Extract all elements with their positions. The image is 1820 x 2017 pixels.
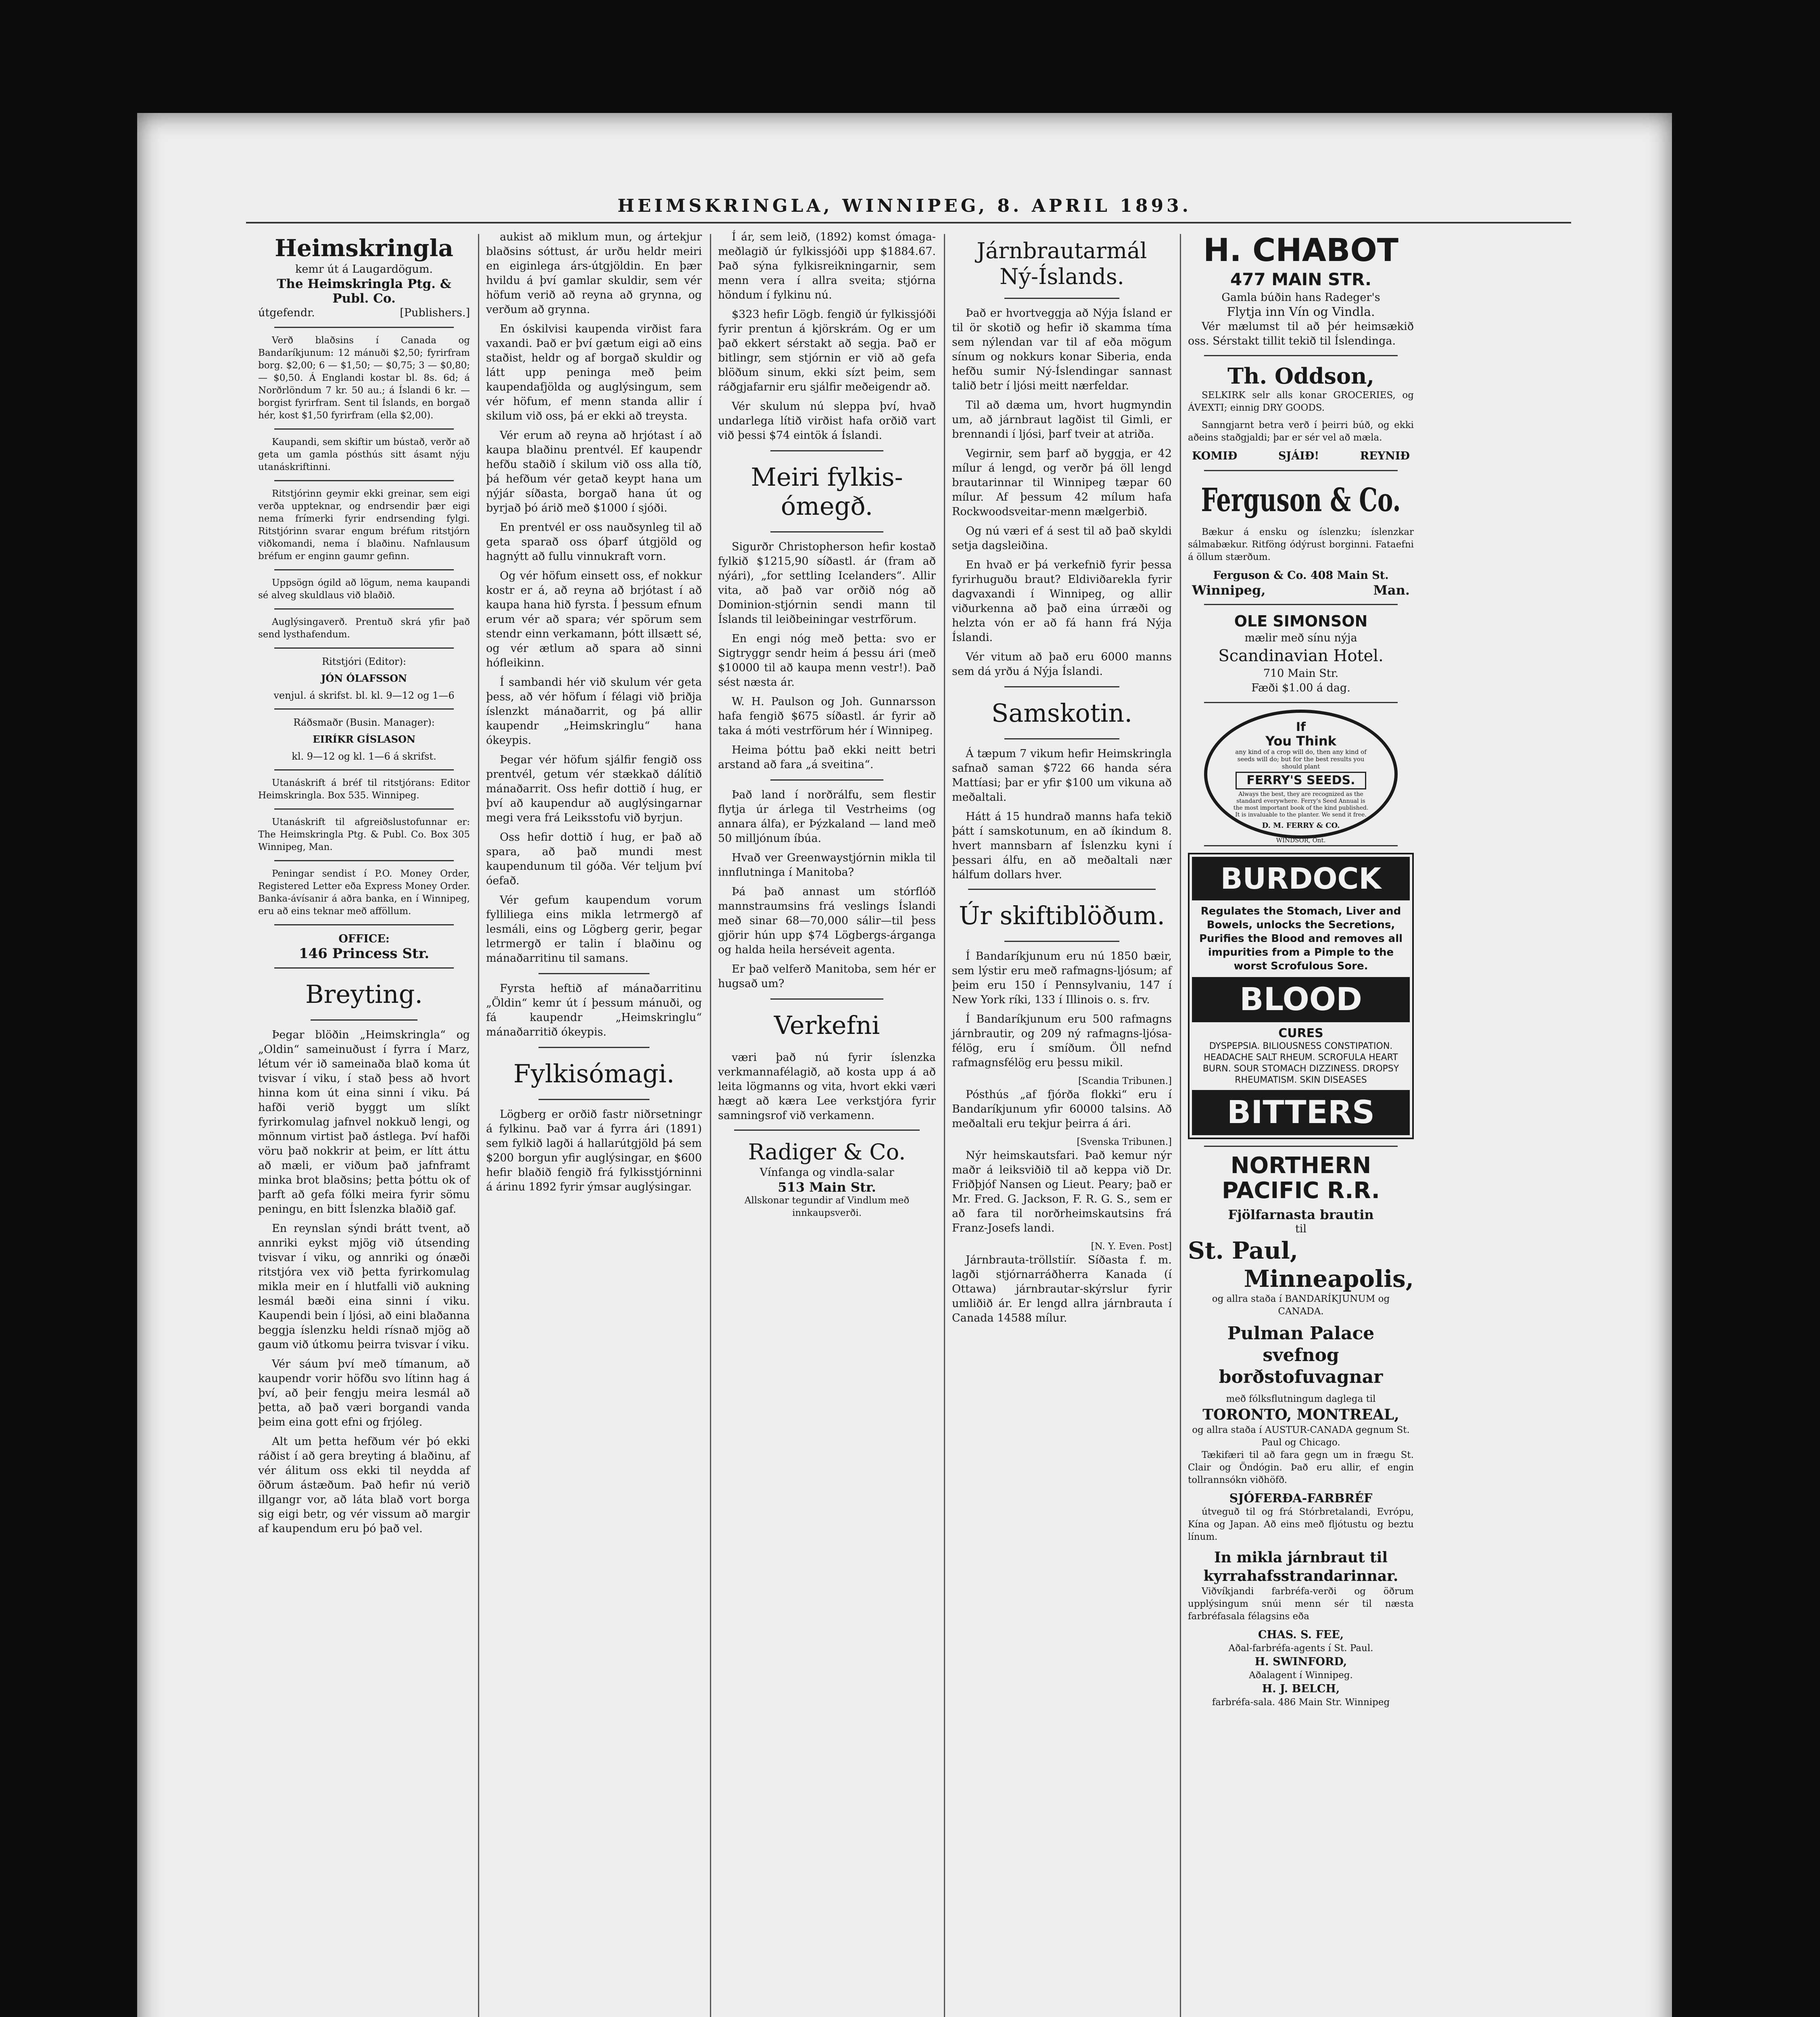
article-paragraph: W. H. Paulson og Joh. Gunnarsson hafa fengið $675 síðastl. ár fyrir að taka á móti vestrförum hér í Winnipeg. xyxy=(718,695,936,737)
np-city: Minneapolis, xyxy=(1244,1265,1414,1292)
np-text: Viðvíkjandi farbréfa-verði og öðrum upplýsingum snúi menn sér til næsta farbréfasala félagsins eða xyxy=(1188,1586,1414,1622)
masthead: HEIMSKRINGLA, WINNIPEG, 8. APRIL 1893. xyxy=(617,196,1192,216)
radiger-ad-name: Radiger & Co. xyxy=(748,1139,906,1165)
np-text: og allra staða í AUSTUR-CANADA gegnum St. Paul og Chicago. xyxy=(1192,1425,1410,1448)
article-paragraph: Og nú væri ef á sest til að það skyldi setja dagsleiðina. xyxy=(952,525,1172,552)
column-rule xyxy=(478,234,479,2017)
article-paragraph: Sigurðr Christopherson hefir kostað fylkið $1215,90 síðastl. ár (fram að nýári), „for settling Icelanders“. Allir vita, að það var orðið nóg að Dominion-stjórnin sendi mann til Íslands til leiðbeiningar vestrförum. xyxy=(718,541,936,626)
np-agent-name: H. J. BELCH, xyxy=(1262,1683,1340,1695)
divider xyxy=(1004,941,1119,942)
publisher-role-left: útgefendr. xyxy=(258,307,315,319)
article-paragraph: Í sambandi hér við skulum vér geta þess, að vér höfum í félagi við þriðja íslenzkt mánaðarrit, og þá allir kaupendr „Heimskringlu“ hana ókeypis. xyxy=(486,676,702,747)
chabot-name: H. CHABOT xyxy=(1203,232,1398,269)
np-agent-name: H. SWINFORD, xyxy=(1254,1656,1347,1668)
article-paragraph: aukist að miklum mun, og ártekjur blaðsins sóttust, ár urðu heldr meiri en eiginlega árs-útgjöldin. En þær hvildu á því gamlar skuldir, sem vér höfum verið að reyna að grynna, og verðum að grynna. xyxy=(486,231,702,316)
np-title: NORTHERN xyxy=(1230,1153,1371,1179)
oddson-tags xyxy=(1188,449,1414,464)
article-paragraph: En engi nóg með þetta: svo er Sigtryggr sendr heim á þessu ári (með $10000 til að kaupa menn vestr!). Það sést næsta ár. xyxy=(718,633,936,689)
ferguson-city: Winnipeg, xyxy=(1192,583,1266,598)
article-title-breyting: Breyting. xyxy=(305,979,423,1009)
divider xyxy=(1204,355,1398,356)
ole-line: mælir með sínu nýja xyxy=(1244,632,1357,644)
ferguson-state: Man. xyxy=(1373,583,1410,598)
ole-price: Fæði $1.00 á dag. xyxy=(1251,682,1350,694)
ferry-company: D. M. FERRY & CO. xyxy=(1262,821,1340,830)
np-agent-title: Aðal-farbréfa-agents í St. Paul. xyxy=(1228,1643,1373,1654)
blood-list: DYSPEPSIA. BILIOUSNESS CONSTIPATION. HEADACHE SALT RHEUM. SCROFULA HEART BURN. SOUR STOMACH DIZZINESS. DROPSY RHEUMATISM. SKIN DISEASES xyxy=(1202,1041,1399,1085)
divider xyxy=(274,924,454,925)
column-1 xyxy=(258,230,470,2017)
np-text: með fólksflutningum daglega til xyxy=(1226,1394,1376,1404)
source-note: [N. Y. Even. Post] xyxy=(1091,1241,1172,1252)
divider xyxy=(274,708,454,710)
divider xyxy=(770,998,883,1000)
ferry-body: Always the best, they are recognized as the standard everywhere. Ferry's Seed Annual is the most important book of the kind published. It is invaluable to the planter. We send it free. xyxy=(1233,791,1369,818)
oddson-tag: KOMIÐ xyxy=(1192,450,1238,462)
article-title-samskotin: Samskotin. xyxy=(991,698,1133,728)
editor-name: JÓN ÓLAFSSON xyxy=(321,672,407,684)
address-editor: Utanáskrift á bréf til ritstjórans: Editor Heimskringla. Box 535. Winnipeg. xyxy=(258,778,470,801)
paper-title: Heimskringla xyxy=(275,234,453,262)
divider xyxy=(1004,738,1119,739)
np-text: Tækifæri til að fara gegn um in frægu St. Clair og Öndógin. Það eru allir, ef engin tollrannsókn viðhöfð. xyxy=(1188,1450,1414,1485)
article-paragraph: Járnbrauta-tröllstiír. Síðasta f. m. lagði stjórnarráðherra Kanada (í Ottawa) járnbrautar-skýrslur fyrir umliðið ár. Er lengd allra járnbrauta í Canada 14588 mílur. xyxy=(952,1254,1172,1324)
article-title-skiftiblodum: Úr skiftiblöðum. xyxy=(958,901,1165,930)
np-mikla: In mikla járnbraut til kyrrahafsstrandarinnar. xyxy=(1203,1549,1398,1585)
editor-label: Ritstjóri (Editor): xyxy=(322,656,406,667)
ferguson-text: Bækur á ensku og íslenzku; íslenzkar sálmabækur. Ritföng ódýrust borginni. Fataefni á öllum stærðum. xyxy=(1188,527,1414,562)
article-paragraph: Hvað ver Greenwaystjórnin mikla til innflutninga í Manitoba? xyxy=(718,852,936,879)
article-paragraph: Í Bandaríkjunum eru 500 rafmagns járnbrautir, og 209 ný rafmagns-ljósa-félög, eru í smíðum. Öll nefnd rafmagnsfélög eru þessu mikil. xyxy=(952,1013,1172,1069)
ferguson-location xyxy=(1188,583,1414,597)
address-office: Utanáskrift til afgreiðslustofunnar er: The Heimskringla Ptg. & Publ. Co. Box 305 Winnipeg, Man. xyxy=(258,817,470,852)
article-paragraph: $323 hefir Lögb. fengið úr fylkissjóði fyrir prentun á kjörskrám. Og er um það ekkert sérstakt að segja. Það er bitlingr, sem stjórnin er við að gefa blöðum sinum, ekki sízt þeim, sem ráðgjafarnir eru sjálfir meðeigendr að. xyxy=(718,308,936,393)
publisher-role-right: [Publishers.] xyxy=(400,307,470,319)
article-paragraph: Á tæpum 7 vikum hefir Heimskringla safnað saman $722 66 handa séra Mattíasi; þar er yfir $100 um vikuna að meðaltali. xyxy=(952,748,1172,804)
ferguson-address: Ferguson & Co. 408 Main St. xyxy=(1213,569,1389,582)
article-title-jarnbraut: Járnbrautarmál xyxy=(977,238,1147,263)
article-paragraph: Þá það annast um stórflóð mannstraumsins frá veslings Íslandi með sinar 68—70,000 sálir—til þess gjörir hún upp $74 Lögbergs-árganga og halda heila herséveit agenta. xyxy=(718,885,936,956)
ferry-seeds-ad xyxy=(1204,710,1398,844)
article-paragraph: Vegirnir, sem þarf að byggja, er 42 mílur á lengd, og verðr þá öll lengd brautarinnar til Winnipeg tæpar 60 mílur. Af þessum 42 mílum hafa Rockwoodsveitar-menn mælgerbið. xyxy=(952,447,1172,518)
np-sjoferda: SJÓFERÐA-FARBRÉF xyxy=(1229,1491,1373,1505)
article-paragraph: En hvað er þá verkefnið fyrir þessa fyrirhuguðu braut? Eldiviðarekla fyrir dagvaxandi í Winnipeg, og allir viðurkenna að það eina úrræði og helzta vón er að fá hann frá Nýja Íslandi. xyxy=(952,559,1172,644)
notice-cancel: Uppsögn ógild að lögum, nema kaupandi sé alveg skuldlaus við blaðið. xyxy=(258,578,470,601)
divider xyxy=(274,647,454,649)
divider xyxy=(274,327,454,328)
divider xyxy=(734,1130,920,1131)
radiger-ad-text: Allskonar tegundir af Vindlum með innkaupsverði. xyxy=(744,1195,910,1218)
article-paragraph: Pósthús „af fjórða flokki“ eru í Bandaríkjunum yfir 60000 talsins. Að meðaltali eru tekjur þeirra á ári. xyxy=(952,1088,1172,1130)
divider xyxy=(274,808,454,810)
np-subtitle: Fjölfarnasta brautin xyxy=(1228,1207,1374,1222)
ferry-name: FERRY'S SEEDS. xyxy=(1236,772,1366,789)
article-title-verkefni: Verkefni xyxy=(774,1011,880,1040)
divider xyxy=(538,973,649,974)
burdock-text: Regulates the Stomach, Liver and Bowels, unlocks the Secretions, Purifies the Blood and removes all impurities from a Pimple to the worst Scrofulous Sore. xyxy=(1199,905,1403,972)
divider xyxy=(1204,702,1398,703)
chabot-address: 477 MAIN STR. xyxy=(1230,269,1371,289)
chabot-line: Flytja inn Vín og Vindla. xyxy=(1227,305,1375,319)
column-5-ads xyxy=(1188,230,1414,2017)
chabot-text: Vér mælumst til að þér heimsækið oss. Sérstakt tillit tekið til Íslendinga. xyxy=(1188,320,1414,347)
burdock-ad xyxy=(1188,853,1414,1139)
divider xyxy=(1204,604,1398,605)
article-title-fylkisomagi: Fylkisómagi. xyxy=(513,1059,675,1088)
divider xyxy=(274,480,454,481)
ferry-top: If xyxy=(1296,720,1306,734)
divider xyxy=(274,428,454,430)
column-3 xyxy=(718,230,936,2017)
article-paragraph: Það er hvortveggja að Nýja Ísland er til ör skotið og hefir ið skamma tíma sem nýlendan var til af eða mögum sínum og nokkurs konar Siberia, enda hefðu sumir Ný-Íslendingar sannast talið betr í ljósi meitt nærfeldar. xyxy=(952,307,1172,392)
publisher-name: The Heimskringla Ptg. & Publ. Co. xyxy=(277,277,451,306)
column-rule xyxy=(1180,234,1181,2017)
article-paragraph: Heima þóttu það ekki neitt betri arstand að fara „á sveitina“. xyxy=(718,744,936,771)
ferguson-name: Ferguson & Co. xyxy=(1201,481,1401,519)
divider xyxy=(770,450,883,451)
oddson-tag: REYNIÐ xyxy=(1360,450,1410,462)
divider xyxy=(770,531,883,532)
article-paragraph: Vér skulum nú sleppa því, hvað undarlega lítið virðist hafa orðið vart við þessi $74 eintök á Íslandi. xyxy=(718,400,936,442)
divider xyxy=(968,889,1156,890)
divider xyxy=(1004,686,1119,687)
masthead-rule xyxy=(246,222,1571,223)
np-text: og allra staða í BANDARÍKJUNUM og CANADA. xyxy=(1212,1294,1390,1317)
divider xyxy=(1204,1146,1398,1147)
divider xyxy=(274,860,454,861)
divider xyxy=(1204,470,1398,471)
np-til: til xyxy=(1295,1223,1307,1235)
oddson-name: Th. Oddson, xyxy=(1227,363,1375,389)
divider xyxy=(274,608,454,610)
notice-ads: Auglýsingaverð. Prentuð skrá yfir það send lysthafendum. xyxy=(258,617,470,640)
source-note: [Scandia Tribunen.] xyxy=(1078,1076,1172,1086)
np-pullman: Pulman Palace svefnog borðstofuvagnar xyxy=(1219,1323,1383,1387)
oddson-text: SELKIRK selr alls konar GROCERIES, og ÁVEXTI; einnig DRY GOODS. xyxy=(1188,390,1414,413)
manager-label: Ráðsmaðr (Busin. Manager): xyxy=(293,717,435,728)
notice-address: Kaupandi, sem skiftir um bústað, verðr að geta um gamla pósthús sitt ásamt nýju utanáskriftinni. xyxy=(258,437,470,472)
oddson-text: Sanngjarnt betra verð í þeirri búð, og ekki aðeins staðgjaldi; þar er sér vel að mæla. xyxy=(1188,420,1414,443)
ole-address: 710 Main Str. xyxy=(1263,667,1339,680)
ole-name: OLE SIMONSON xyxy=(1234,612,1368,630)
manager-name: EIRÍKR GÍSLASON xyxy=(313,733,415,745)
office-address: 146 Princess Str. xyxy=(298,946,430,962)
np-title: PACIFIC R.R. xyxy=(1222,1178,1380,1204)
column-rule xyxy=(710,234,711,2017)
np-city: St. Paul, xyxy=(1188,1237,1298,1264)
article-paragraph: Vér sáum því með tímanum, að kaupendr vorir höfðu svo lítinn hag á því, að þeir fengju meira lesmál að þetta, að það væri borgandi vanda þeim eina gott efni og frjóleg. xyxy=(258,1358,470,1428)
bitters-title: BITTERS xyxy=(1192,1090,1410,1135)
article-paragraph: Vér vitum að það eru 6000 manns sem dá yrðu á Nýja Íslandi. xyxy=(952,651,1172,678)
column-4 xyxy=(952,230,1172,2017)
address-payment: Peningar sendist í P.O. Money Order, Registered Letter eða Express Money Order. Banka-ávísanir á aðra banka, en í Winnipeg, eru að eins teknar með afföllum. xyxy=(258,869,470,917)
np-toronto: TORONTO, MONTREAL, xyxy=(1202,1406,1399,1423)
article-paragraph: Í ár, sem leið, (1892) komst ómaga-meðlagið úr fylkissjóði upp $1884.67. Það sýna fylkisreikningarnir, sem menn vera í allra sveita; stjórna höndum í fylkinu nú. xyxy=(718,231,936,301)
divider xyxy=(274,967,454,969)
editor-hours: venjul. á skrifst. bl. kl. 9—12 og 1—6 xyxy=(273,690,455,701)
article-paragraph: Nýr heimskautsfari. Það kemur nýr maðr á leiksviðið til að keppa við Dr. Friðþjóf Nansen og Lieut. Peary; það er Mr. Fred. G. Jackson, F. R. G. S., sem er að fara til norðrheimskautsins frá Franz-Josefs landi. xyxy=(952,1149,1172,1234)
divider xyxy=(1004,298,1119,299)
column-rule xyxy=(944,234,945,2017)
column-2 xyxy=(486,230,702,2017)
article-title-meiri: Meiri fylkis-ómegð. xyxy=(751,462,903,521)
publisher-roles xyxy=(258,306,470,320)
article-paragraph: Í Bandaríkjunum eru nú 1850 bæir, sem lýstir eru með rafmagns-ljósum; af þeim eru 150 í Pennsylvaniu, 147 í New York ríki, 133 í Illinois o. s. frv. xyxy=(952,950,1172,1006)
notice-editor: Ritstjórinn geymir ekki greinar, sem eigi verða uppteknar, og endrsendir þær eigi nema frímerki fyrir endrsending fylgi. Ritstjórinn svarar engum bréfum ritstjórn viðkomandi, nema í blaðinu. Nafnlausum bréfum er enginn gaumr gefinn. xyxy=(258,489,470,562)
article-paragraph: En prentvél er oss nauðsynleg til að geta sparað oss óþarf útgjöld og hagnýtt að fullu vinnukraft vorn. xyxy=(486,521,702,563)
article-paragraph: Fyrsta heftið af mánaðarritinu „Öldin“ kemr út í þessum mánuði, og fá kaupendr „Heimskringlu“ mánaðarritið ókeypis. xyxy=(486,982,702,1038)
article-title-nyislands: Ný-Íslands. xyxy=(1000,264,1124,289)
divider xyxy=(274,569,454,570)
np-text: útveguð til og frá Stórbretalandi, Evrópu, Kína og Japan. Að eins með fljótustu og beztu línum. xyxy=(1188,1507,1414,1542)
np-agent-title: farbréfa-sala. 486 Main Str. Winnipeg xyxy=(1212,1697,1390,1708)
blood-title: BLOOD xyxy=(1192,977,1410,1022)
radiger-ad-line: Vínfanga og vindla-salar xyxy=(760,1166,894,1179)
np-agent-name: CHAS. S. FEE, xyxy=(1258,1629,1344,1641)
divider xyxy=(770,779,883,781)
article-paragraph: Oss hefir dottið í hug, er það að spara, að það mundi mest kaupendunum til góða. Vér teljum því óefað. xyxy=(486,831,702,887)
np-agent-title: Aðalagent í Winnipeg. xyxy=(1249,1670,1353,1681)
article-paragraph: Lögberg er orðið fastr niðrsetningr á fylkinu. Það var á fyrra ári (1891) sem fylkið lagði á hallarútgjöld þá sem $200 borgun yfir auglýsingar, en $600 hefir blaðið fengið frá fylkisstjórninni á árinu 1892 fyrir ýmsar auglýsingar. xyxy=(486,1108,702,1193)
chabot-line: Gamla búðin hans Radeger's xyxy=(1221,291,1380,304)
source-note: [Svenska Tribunen.] xyxy=(1077,1137,1172,1147)
article-paragraph: Vér gefum kaupendum vorum fylliliega eins mikla letrmergð af lesmáli, eins og Lögberg gerir, þegar letrmergð er talin í blaðinu og mánaðarritinu til samans. xyxy=(486,894,702,965)
article-paragraph: Er það velferð Manitoba, sem hér er hugsað um? xyxy=(718,963,936,990)
article-paragraph: Þegar blöðin „Heimskringla“ og „Oldin“ sameinuðust í fyrra í Marz, létum vér ið sameinaða blað koma út tvisvar í viku, í stað þess að hvort hinna kom út eina sinni í viku. Þá hafði verið byggt um slíkt fyrirkomulag jafnvel nokkuð lengi, og mönnum virtist það ástlega. Því hafði vöru það nokkrir at þeim, er lítt áttu að mæli, er viðum það jafnframt minka brot blaðsins; þetta þóttu ok of þarft að gefa fólki meira fyrir sömu peningu, en bitt Íslenzka blaðið gaf. xyxy=(258,1029,470,1215)
article-paragraph: Til að dæma um, hvort hugmyndin um, að járnbraut lagðist til Gimli, er brennandi í ljósi, þarf tveir at atriða. xyxy=(952,399,1172,441)
article-paragraph: Það land í norðrálfu, sem flestir flytja úr árlega til Vestrheims (og annara álfa), er Þýzkaland — land með 50 milljónum íbúa. xyxy=(718,789,936,845)
price-info: Verð blaðsins í Canada og Bandaríkjunum: 12 mánuði $2,50; fyrirfram borg. $2,00; 6 — $1,50; — $0,75; 3 — $0,80; — $0,50. Á Englandi kostar bl. 8s. 6d; á Norðrlöndum 7 kr. 50 au.; á Íslandi 6 kr. — borgist fyrirfram. Sent til Íslands, en borgað hér, kost $1,50 fyrirfram (ella $2,00). xyxy=(258,335,470,421)
paper-subtitle: kemr út á Laugardögum. xyxy=(295,263,433,276)
article-paragraph: væri það nú fyrir íslenzka verkmannafélagið, að kosta upp á að leita lögmanns og vita, hvort ekki væri hægt að kæra Lee verkstjóra fyrir samningsrof við verkamenn. xyxy=(718,1051,936,1122)
article-paragraph: Vér erum að reyna að hrjótast í að kaupa blaðinu prentvél. Ef kaupendr hefðu staðið í skilum við oss alla tíð, þá hefðum vér getað keypt hana um nýjár síðasta, borgað hana út og byrjað þó árið með $1000 í sjóði. xyxy=(486,429,702,514)
ole-hotel: Scandinavian Hotel. xyxy=(1218,647,1384,665)
newspaper-page xyxy=(137,113,1672,2017)
article-paragraph: Hátt á 15 hundrað manns hafa tekið þátt í samskotunum, en að íkindum 8. hvert mannsbarn af Íslenzku kyni í þessari álfu, en að meðaltali nær hálfum dollars hver. xyxy=(952,810,1172,881)
manager-hours: kl. 9—12 og kl. 1—6 á skrifst. xyxy=(292,751,436,762)
blood-cures: CURES xyxy=(1278,1026,1323,1040)
article-paragraph: En óskilvisi kaupenda virðist fara vaxandi. Það er því gætum eigi að eins staðist, heldr og af borgað skuldir og látt upp peninga með þeim kaupendafjölda og auglýsingum, sem vér höfum, ef menn standa allir í skilum við oss, þá er ekki að treysta. xyxy=(486,323,702,422)
office-label: OFFICE: xyxy=(338,933,390,945)
oddson-tag: SJÁIÐ! xyxy=(1278,450,1319,462)
article-paragraph: Þegar vér höfum sjálfir fengið oss prentvél, getum vér stækkað dálítið mánaðarrit. Oss hefir dottið í hug, er því að kaupendur að auglýsingarnar megi vera frá Leiksstofu við byrjun. xyxy=(486,754,702,824)
divider xyxy=(274,769,454,770)
radiger-ad-address: 513 Main Str. xyxy=(778,1180,876,1195)
divider xyxy=(311,1019,417,1021)
article-paragraph: Alt um þetta hefðum vér þó ekki ráðist í að gera breyting á blaðinu, af vér álitum oss ekki til neydda af öðrum ástæðum. Það hefir nú verið illgangr vor, að láta blað vort borga sig eigi betr, og vér vissum að margir af kaupendum eru þó það vel. xyxy=(258,1435,470,1535)
ferry-city: WINDSOR, Ont. xyxy=(1276,837,1326,844)
burdock-title: BURDOCK xyxy=(1192,857,1410,900)
ferry-small: any kind of a crop will do, then any kind of seeds will do; but for the best results you should plant xyxy=(1235,748,1367,770)
ferry-top: You Think xyxy=(1265,733,1336,749)
article-paragraph: Og vér höfum einsett oss, ef nokkur kostr er á, að reyna að brjótast í að kaupa hana hið fyrsta. Í þessum efnum erum vér að spara; vér spörum sem stendr einn verkamann, þótt illsætt sé, og vér ætlum að spara að sinni hófleikinn. xyxy=(486,570,702,669)
divider xyxy=(538,1099,649,1100)
article-paragraph: En reynslan sýndi brátt tvent, að annriki eykst mjög við útsending tvisvar í viku, og annriki og ónæði ritstjóra vex við þetta fyrirkomulag mikla meir en í hlutfalli við aukning lesmál bæði eina sinni í viku. Kaupendi bein í ljósi, að eini blaðanna beggja íslenzku heldi rísnað mjög að gaum við útkomu þeirra tvisvar í viku. xyxy=(258,1222,470,1351)
divider xyxy=(538,1047,649,1048)
